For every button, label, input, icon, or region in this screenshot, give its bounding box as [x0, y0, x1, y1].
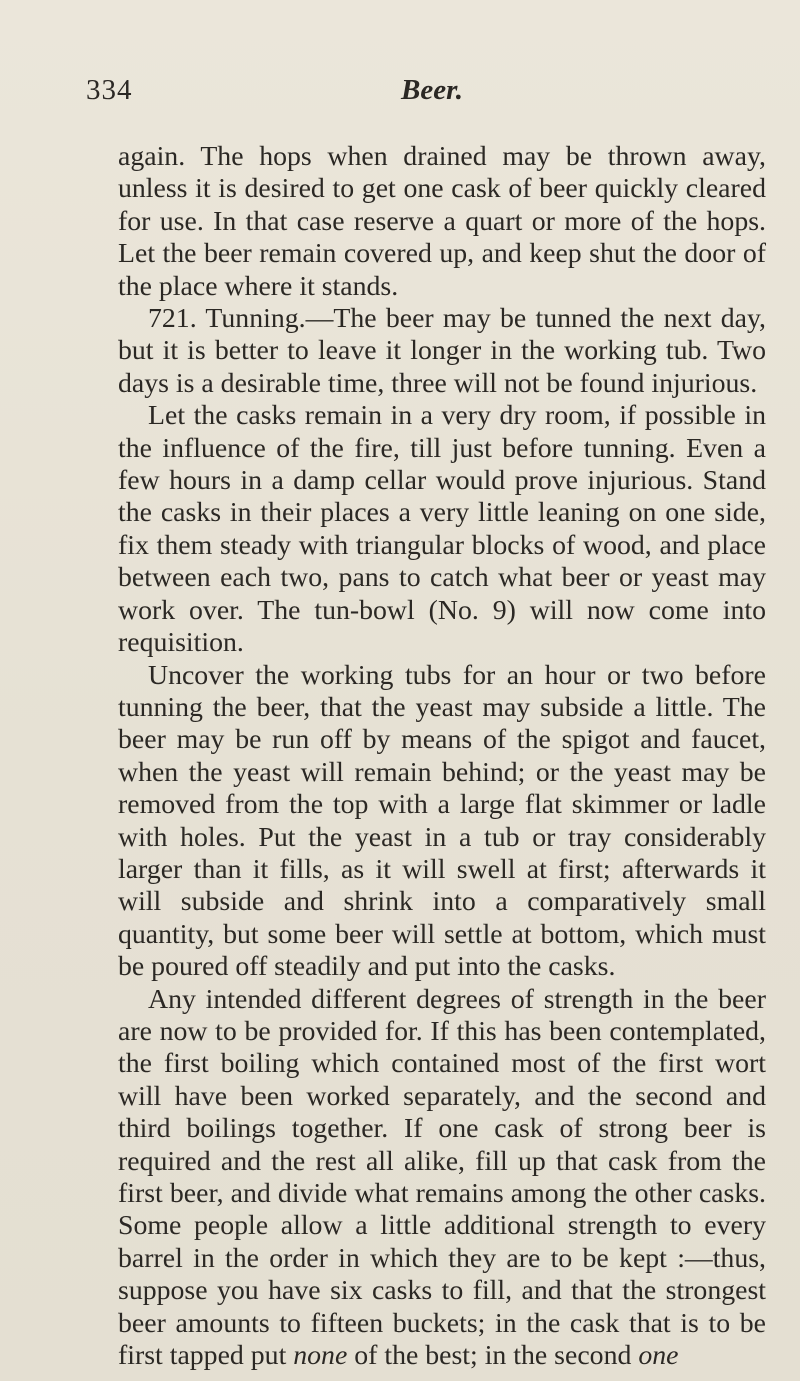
paragraph-text: of the best; in the second	[347, 1340, 639, 1372]
paragraph-text: Any intended different degrees of strength in the beer are now to be provided for. If this has been contemplated, the first boiling which contained most of the first wort will have been worked separately, and the second and third boilings together. If one cask of strong beer is required and the rest all alike, fill up that cask from the first beer, and divide what remains among the other casks. Some people allow a little additional strength to every barrel in the order in which they are to be kept :—thus, suppose you have six casks to fill, and that the strongest beer amounts to fifteen buckets; in the cask that is to be first tapped put	[118, 983, 766, 1372]
paragraph	[118, 400, 766, 659]
paragraph	[118, 141, 766, 303]
paragraph	[118, 984, 766, 1373]
paragraph-text: The beer may be tunned the next day, but it is better to leave it longer in the working tub. Two days is a desirable time, three will not be found injurious.	[118, 303, 766, 399]
section-heading: Tunning.—	[205, 303, 334, 335]
body-text	[118, 141, 766, 1372]
paragraph-text: again. The hops when drained may be thrown away, unless it is desired to get one cask of beer quickly cleared for use. In that case reserve a quart or more of the hops. Let the beer remain covered up, and keep shut the door of the place where it stands.	[118, 141, 766, 302]
paragraph-text: Uncover the working tubs for an hour or two before tunning the beer, that the yeast may subside a little. The beer may be run off by means of the spigot and faucet, when the yeast will remain behind; or the yeast may be removed from the top with a large flat skimmer or ladle with holes. Put the yeast in a tub or tray considerably larger than it fills, as it will swell at first; afterwards it will subside and shrink into a comparatively small quantity, but some beer will settle at bottom, which must be poured off steadily and put into the casks.	[118, 659, 766, 983]
italic-word: one	[638, 1340, 679, 1372]
section-number: 721.	[148, 303, 197, 335]
page-header	[86, 70, 746, 110]
italic-word: none	[293, 1340, 348, 1372]
paragraph-text: Let the casks remain in a very dry room, if possible in the influence of the fire, till just before tunning. Even a few hours in a damp cellar would prove injurious. Stand the casks in their places a very little leaning on one side, fix them steady with triangular blocks of wood, and place between each two, pans to catch what beer or yeast may work over. The tun-bowl (No. 9) will now come into requisition.	[118, 400, 766, 659]
running-title: Beer.	[401, 74, 464, 106]
page-number: 334	[86, 74, 133, 106]
paragraph	[118, 303, 766, 400]
paragraph	[118, 660, 766, 984]
